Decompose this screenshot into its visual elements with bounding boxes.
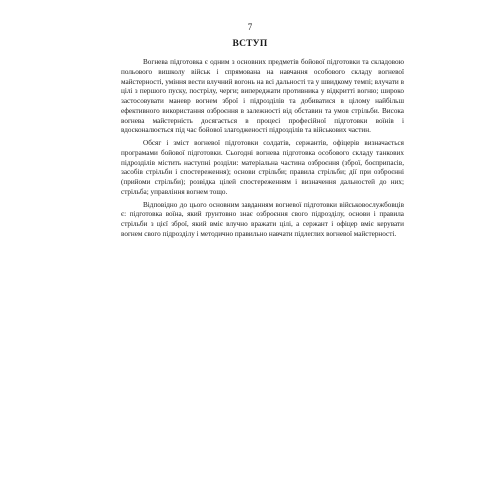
paragraph-3: Відповідно до цього основним завданням вогневої підготовки військовослужбовців є: підготовка воїна, який ґрунтовно знає озброєння свого підрозділу, основи і правила стрільби з цієї зброї, який вміє влучно вражати цілі, а сержант і офіцер вміє керувати вогнем свого підрозділу і методично правильно навчати підлеглих вогневої майстерності. xyxy=(121,200,404,238)
page-number: 7 xyxy=(247,22,253,32)
paragraph-1: Вогнева підготовка є одним з основних предметів бойової підготовки та складовою польового вишколу військ і спрямована на навчання особового складу вогневої майстерності, уміння вести влучний вогонь на всі дальності та у швидкому темпі; влучати в цілі з першого пуску, пострілу, черги; випереджати противника у відкритті вогню; широко застосовувати маневр вогнем зброї і підрозділів та добиватися в цілому найбільш ефективного використання озброєння в залежності від обставин та умов стрільби. Висока вогнева майстерність досягається в процесі професійної підготовки воїнів і вдосконалюється під час бойової злагодженості підрозділів та військових частин. xyxy=(121,58,404,135)
body-text xyxy=(121,58,404,240)
paragraph-2: Обсяг і зміст вогневої підготовки солдатів, сержантів, офіцерів визначається програмами бойової підготовки. Сьогодні вогнева підготовка особового складу танкових підрозділів містить наступні розділи: матеріальна частина озброєння (зброї, боєприпасів, засобів стрільби і спостереження); основи стрільби; правила стрільби; дії при озброєнні (прийоми стрільби); розвідка цілей спостереженням і визначення дальностей до них; стрільба; управління вогнем тощо. xyxy=(121,139,404,196)
section-heading: ВСТУП xyxy=(232,39,268,49)
